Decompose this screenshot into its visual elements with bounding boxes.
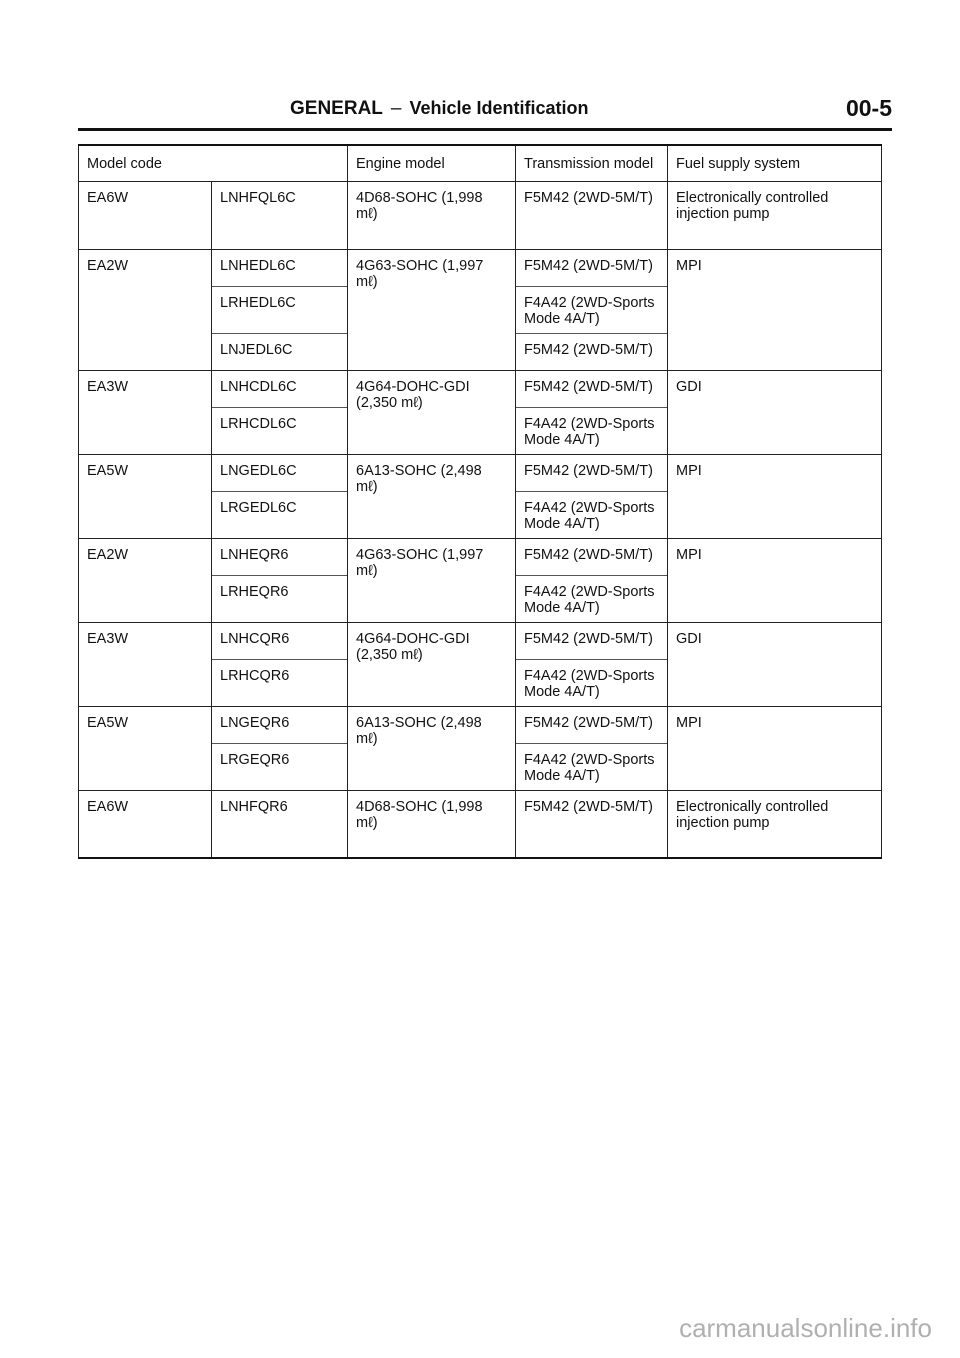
fuel-supply-cell: MPI: [668, 454, 882, 538]
transmission-model-cell: F5M42 (2WD-5M/T): [516, 790, 668, 858]
table-row: [79, 181, 882, 249]
variant-code-cell: LNHCQR6: [212, 622, 348, 659]
engine-model-cell: 6A13-SOHC (2,498 mℓ): [348, 454, 516, 538]
engine-model-cell: 4G63-SOHC (1,997 mℓ): [348, 538, 516, 622]
page-title: [290, 98, 589, 120]
variant-code-cell: LNHEDL6C: [212, 249, 348, 286]
table-row: [79, 622, 882, 659]
variant-code-cell: LRHEDL6C: [212, 286, 348, 333]
engine-model-cell: 4D68-SOHC (1,998 mℓ): [348, 181, 516, 249]
model-code-cell: EA3W: [79, 370, 212, 454]
table-row: [79, 249, 882, 286]
variant-code-cell: LNGEQR6: [212, 706, 348, 743]
variant-code-cell: LNHFQL6C: [212, 181, 348, 249]
variant-code-cell: LRGEDL6C: [212, 491, 348, 538]
transmission-model-cell: F5M42 (2WD-5M/T): [516, 333, 668, 370]
model-code-cell: EA6W: [79, 790, 212, 858]
variant-code-cell: LNHCDL6C: [212, 370, 348, 407]
model-code-cell: EA5W: [79, 706, 212, 790]
transmission-model-cell: F5M42 (2WD-5M/T): [516, 454, 668, 491]
variant-code-cell: LRHCDL6C: [212, 407, 348, 454]
transmission-model-cell: F5M42 (2WD-5M/T): [516, 706, 668, 743]
transmission-model-cell: F4A42 (2WD-Sports Mode 4A/T): [516, 491, 668, 538]
fuel-supply-cell: MPI: [668, 249, 882, 370]
engine-model-cell: 4D68-SOHC (1,998 mℓ): [348, 790, 516, 858]
table-row: [79, 454, 882, 491]
transmission-model-cell: F4A42 (2WD-Sports Mode 4A/T): [516, 743, 668, 790]
variant-code-cell: LRHEQR6: [212, 575, 348, 622]
vehicle-identification-table: [78, 144, 882, 859]
engine-model-cell: 4G63-SOHC (1,997 mℓ): [348, 249, 516, 370]
transmission-model-cell: F4A42 (2WD-Sports Mode 4A/T): [516, 407, 668, 454]
variant-code-cell: LRHCQR6: [212, 659, 348, 706]
fuel-supply-cell: Electronically controlled injection pump: [668, 790, 882, 858]
variant-code-cell: LRGEQR6: [212, 743, 348, 790]
table-row: [79, 370, 882, 407]
variant-code-cell: LNJEDL6C: [212, 333, 348, 370]
page-header: [78, 95, 892, 126]
model-code-cell: EA3W: [79, 622, 212, 706]
transmission-model-cell: F5M42 (2WD-5M/T): [516, 622, 668, 659]
engine-model-cell: 6A13-SOHC (2,498 mℓ): [348, 706, 516, 790]
header-engine-model: Engine model: [348, 145, 516, 181]
fuel-supply-cell: MPI: [668, 706, 882, 790]
watermark: carmanualsonline.info: [679, 1313, 932, 1343]
model-code-cell: EA5W: [79, 454, 212, 538]
page-number: 00-5: [845, 95, 892, 121]
model-code-cell: EA2W: [79, 249, 212, 370]
model-code-cell: EA2W: [79, 538, 212, 622]
table-body: [79, 145, 882, 858]
table-row: [79, 790, 882, 858]
transmission-model-cell: F5M42 (2WD-5M/T): [516, 249, 668, 286]
header-transmission-model: Transmission model: [516, 145, 668, 181]
transmission-model-cell: F4A42 (2WD-Sports Mode 4A/T): [516, 286, 668, 333]
transmission-model-cell: F4A42 (2WD-Sports Mode 4A/T): [516, 575, 668, 622]
table-row: [79, 706, 882, 743]
model-code-cell: EA6W: [79, 181, 212, 249]
table-header-row: [79, 145, 882, 181]
transmission-model-cell: F5M42 (2WD-5M/T): [516, 538, 668, 575]
fuel-supply-cell: MPI: [668, 538, 882, 622]
fuel-supply-cell: GDI: [668, 622, 882, 706]
fuel-supply-cell: GDI: [668, 370, 882, 454]
header-rule: [78, 128, 892, 131]
engine-model-cell: 4G64-DOHC-GDI (2,350 mℓ): [348, 622, 516, 706]
variant-code-cell: LNHFQR6: [212, 790, 348, 858]
header-fuel-supply-system: Fuel supply system: [668, 145, 882, 181]
variant-code-cell: LNGEDL6C: [212, 454, 348, 491]
transmission-model-cell: F5M42 (2WD-5M/T): [516, 181, 668, 249]
title-separator: –: [390, 98, 402, 119]
section-title: GENERAL: [290, 98, 383, 119]
section-subtitle: Vehicle Identification: [409, 98, 589, 118]
engine-model-cell: 4G64-DOHC-GDI (2,350 mℓ): [348, 370, 516, 454]
variant-code-cell: LNHEQR6: [212, 538, 348, 575]
fuel-supply-cell: Electronically controlled injection pump: [668, 181, 882, 249]
header-model-code: Model code: [79, 145, 348, 181]
transmission-model-cell: F5M42 (2WD-5M/T): [516, 370, 668, 407]
transmission-model-cell: F4A42 (2WD-Sports Mode 4A/T): [516, 659, 668, 706]
table-row: [79, 538, 882, 575]
